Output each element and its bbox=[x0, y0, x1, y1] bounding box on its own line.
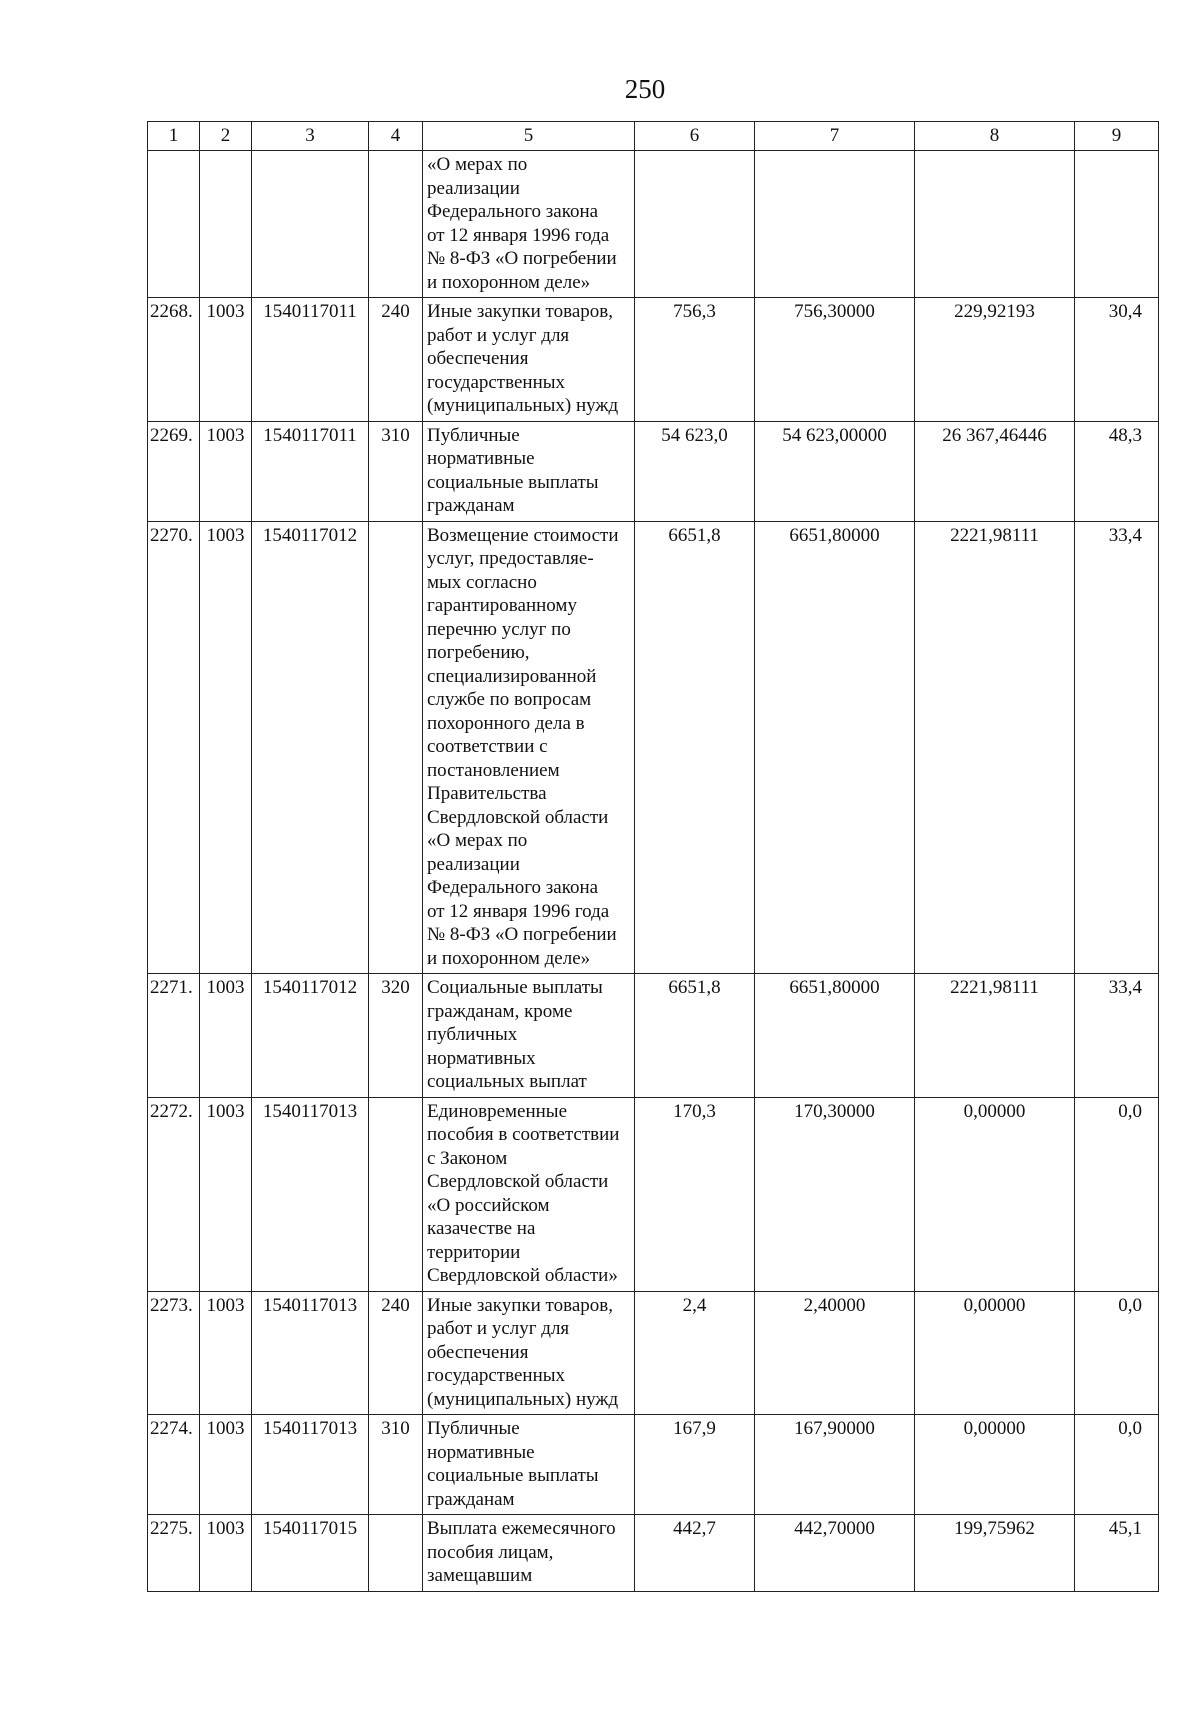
table-row bbox=[148, 298, 1159, 422]
row-description: Иные закупки товаров, работ и услуг для обеспечения государственных (муниципальных) нужд bbox=[423, 298, 635, 422]
column-header: 8 bbox=[915, 122, 1075, 151]
value-col-7: 756,30000 bbox=[755, 298, 915, 422]
value-col-6: 167,9 bbox=[635, 1415, 755, 1515]
row-description: Выплата ежемесячного пособия лицам, замещавшим bbox=[423, 1515, 635, 1592]
section-code: 1003 bbox=[200, 974, 252, 1098]
table-row bbox=[148, 1415, 1159, 1515]
row-description: Единовременные пособия в соответствии с Законом Свердловской области «О российском казачестве на территории Свердловской области» bbox=[423, 1097, 635, 1291]
target-article-code: 1540117015 bbox=[252, 1515, 369, 1592]
value-col-6: 170,3 bbox=[635, 1097, 755, 1291]
column-header: 6 bbox=[635, 122, 755, 151]
target-article-code: 1540117013 bbox=[252, 1097, 369, 1291]
row-description: «О мерах по реализации Федерального закона от 12 января 1996 года № 8-ФЗ «О погребении и похоронном деле» bbox=[423, 151, 635, 298]
page-number: 250 bbox=[624, 74, 666, 104]
value-col-8: 229,92193 bbox=[915, 298, 1075, 422]
row-number: 2272. bbox=[148, 1097, 200, 1291]
section-code: 1003 bbox=[200, 1291, 252, 1415]
row-description: Публичные нормативные социальные выплаты гражданам bbox=[423, 1415, 635, 1515]
value-col-6: 442,7 bbox=[635, 1515, 755, 1592]
value-col-8: 2221,98111 bbox=[915, 974, 1075, 1098]
value-col-6: 54 623,0 bbox=[635, 421, 755, 521]
value-col-7: 170,30000 bbox=[755, 1097, 915, 1291]
value-col-7: 167,90000 bbox=[755, 1415, 915, 1515]
value-col-8: 0,00000 bbox=[915, 1291, 1075, 1415]
row-description: Возмещение стоимости услуг, предоставляе- мых согласно гарантированному перечню услуг по погребению, специализированной службе по вопросам похоронного дела в соответствии с постановлением Правительства Свердловской области «О мерах по реализации Федерального закона от 12 января 1996 года № 8-ФЗ «О погребении и похоронном деле» bbox=[423, 521, 635, 974]
table-body bbox=[148, 122, 1159, 1592]
expense-type-code bbox=[369, 1097, 423, 1291]
row-number: 2269. bbox=[148, 421, 200, 521]
value-col-7: 442,70000 bbox=[755, 1515, 915, 1592]
table-row bbox=[148, 421, 1159, 521]
target-article-code: 1540117011 bbox=[252, 421, 369, 521]
section-code bbox=[200, 151, 252, 298]
table-row bbox=[148, 1097, 1159, 1291]
percent-col-9: 48,3 bbox=[1075, 421, 1159, 521]
expense-type-code: 240 bbox=[369, 1291, 423, 1415]
column-header: 4 bbox=[369, 122, 423, 151]
percent-col-9: 0,0 bbox=[1075, 1291, 1159, 1415]
value-col-8: 26 367,46446 bbox=[915, 421, 1075, 521]
expense-type-code: 310 bbox=[369, 421, 423, 521]
target-article-code: 1540117011 bbox=[252, 298, 369, 422]
column-header: 1 bbox=[148, 122, 200, 151]
value-col-6: 6651,8 bbox=[635, 974, 755, 1098]
expense-type-code: 310 bbox=[369, 1415, 423, 1515]
column-header: 9 bbox=[1075, 122, 1159, 151]
target-article-code: 1540117012 bbox=[252, 974, 369, 1098]
table-row bbox=[148, 151, 1159, 298]
value-col-7: 6651,80000 bbox=[755, 974, 915, 1098]
table-row bbox=[148, 974, 1159, 1098]
table-row bbox=[148, 1515, 1159, 1592]
value-col-8: 0,00000 bbox=[915, 1097, 1075, 1291]
expense-type-code: 240 bbox=[369, 298, 423, 422]
row-number: 2275. bbox=[148, 1515, 200, 1592]
value-col-6: 6651,8 bbox=[635, 521, 755, 974]
column-header: 2 bbox=[200, 122, 252, 151]
section-code: 1003 bbox=[200, 298, 252, 422]
percent-col-9 bbox=[1075, 151, 1159, 298]
percent-col-9: 0,0 bbox=[1075, 1415, 1159, 1515]
table-header-row bbox=[148, 122, 1159, 151]
row-number: 2274. bbox=[148, 1415, 200, 1515]
column-header: 5 bbox=[423, 122, 635, 151]
expense-type-code: 320 bbox=[369, 974, 423, 1098]
percent-col-9: 30,4 bbox=[1075, 298, 1159, 422]
value-col-6 bbox=[635, 151, 755, 298]
budget-table bbox=[147, 121, 1159, 1592]
table-row bbox=[148, 1291, 1159, 1415]
value-col-7: 2,40000 bbox=[755, 1291, 915, 1415]
value-col-8: 199,75962 bbox=[915, 1515, 1075, 1592]
section-code: 1003 bbox=[200, 1515, 252, 1592]
value-col-7 bbox=[755, 151, 915, 298]
row-number: 2270. bbox=[148, 521, 200, 974]
section-code: 1003 bbox=[200, 1415, 252, 1515]
expense-type-code bbox=[369, 521, 423, 974]
value-col-7: 6651,80000 bbox=[755, 521, 915, 974]
expense-type-code bbox=[369, 1515, 423, 1592]
column-header: 7 bbox=[755, 122, 915, 151]
row-number: 2271. bbox=[148, 974, 200, 1098]
value-col-8 bbox=[915, 151, 1075, 298]
value-col-8: 0,00000 bbox=[915, 1415, 1075, 1515]
value-col-6: 756,3 bbox=[635, 298, 755, 422]
target-article-code bbox=[252, 151, 369, 298]
row-description: Иные закупки товаров, работ и услуг для обеспечения государственных (муниципальных) нужд bbox=[423, 1291, 635, 1415]
row-number: 2268. bbox=[148, 298, 200, 422]
row-description: Публичные нормативные социальные выплаты гражданам bbox=[423, 421, 635, 521]
value-col-8: 2221,98111 bbox=[915, 521, 1075, 974]
percent-col-9: 33,4 bbox=[1075, 521, 1159, 974]
table-row bbox=[148, 521, 1159, 974]
expense-type-code bbox=[369, 151, 423, 298]
target-article-code: 1540117012 bbox=[252, 521, 369, 974]
section-code: 1003 bbox=[200, 421, 252, 521]
value-col-7: 54 623,00000 bbox=[755, 421, 915, 521]
percent-col-9: 45,1 bbox=[1075, 1515, 1159, 1592]
value-col-6: 2,4 bbox=[635, 1291, 755, 1415]
percent-col-9: 33,4 bbox=[1075, 974, 1159, 1098]
row-description: Социальные выплаты гражданам, кроме публичных нормативных социальных выплат bbox=[423, 974, 635, 1098]
target-article-code: 1540117013 bbox=[252, 1291, 369, 1415]
target-article-code: 1540117013 bbox=[252, 1415, 369, 1515]
section-code: 1003 bbox=[200, 1097, 252, 1291]
row-number: 2273. bbox=[148, 1291, 200, 1415]
column-header: 3 bbox=[252, 122, 369, 151]
percent-col-9: 0,0 bbox=[1075, 1097, 1159, 1291]
row-number bbox=[148, 151, 200, 298]
section-code: 1003 bbox=[200, 521, 252, 974]
